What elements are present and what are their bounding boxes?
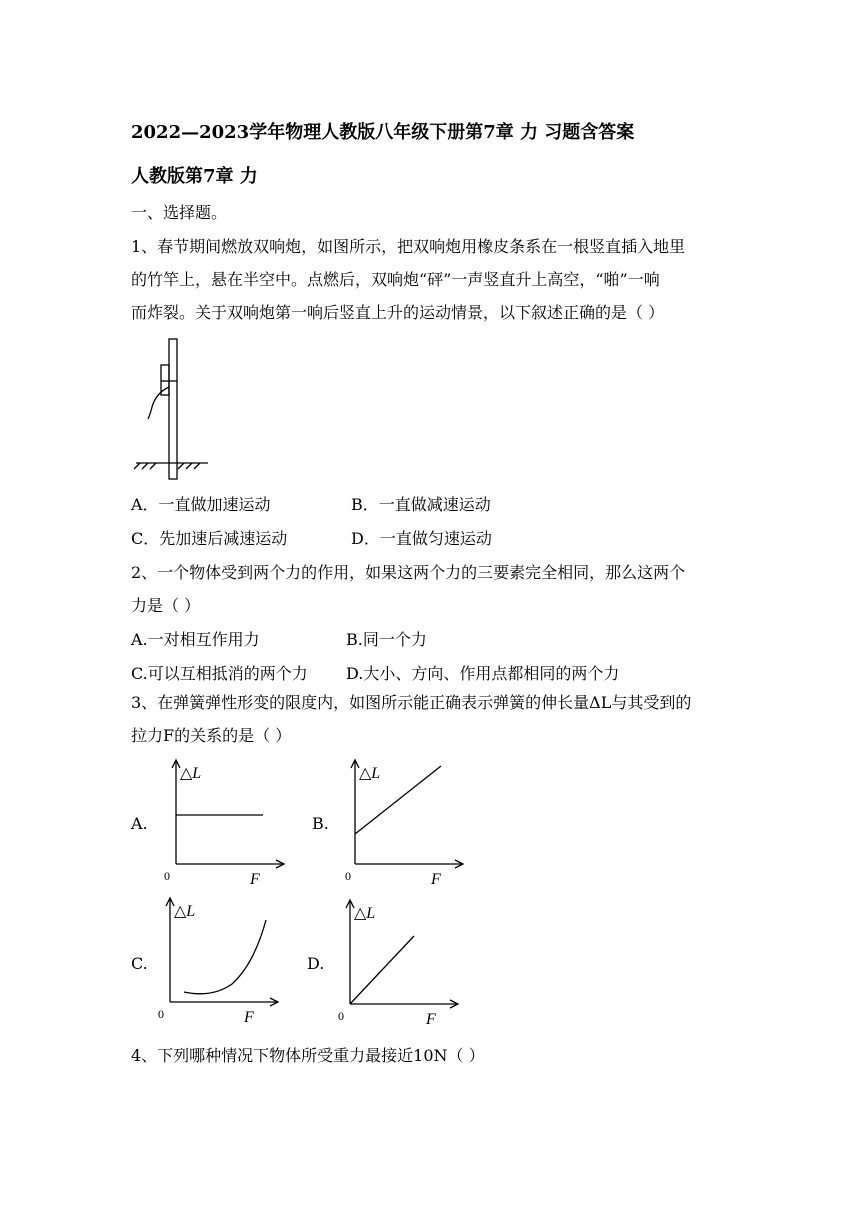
- origin-label: 0: [158, 1007, 164, 1021]
- question-text-line: 的竹竿上，悬在半空中。点燃后，双响炮“砰”一声竖直升上高空，“啪”一响: [131, 270, 660, 289]
- y-axis-label: △L: [359, 765, 381, 782]
- document-title: 2022—2023学年物理人教版八年级下册第7章 力 习题含答案: [131, 122, 635, 143]
- section-heading: 一、选择题。: [131, 203, 228, 222]
- question-text-line: 4、下列哪种情况下物体所受重力最接近10N（ ）: [131, 1046, 485, 1065]
- option-b-label: B.: [312, 814, 329, 833]
- x-axis-label: F: [244, 1009, 254, 1026]
- question-text-line: 2、一个物体受到两个力的作用，如果这两个力的三要素完全相同，那么这两个: [131, 563, 686, 582]
- option-d: D．一直做匀速运动: [351, 529, 492, 548]
- question-text-line: 3、在弹簧弹性形变的限度内，如图所示能正确表示弹簧的伸长量ΔL与其受到的: [131, 693, 692, 712]
- origin-label: 0: [345, 869, 351, 883]
- y-axis-label: △L: [174, 903, 196, 920]
- question-text-line: 1、春节期间燃放双响炮，如图所示，把双响炮用橡皮条系在一根竖直插入地里: [131, 237, 686, 256]
- option-b: B．一直做减速运动: [351, 495, 491, 514]
- x-axis-label: F: [426, 1011, 436, 1028]
- graph-b: [339, 758, 469, 888]
- graph-d: [334, 898, 464, 1028]
- chapter-heading: 人教版第7章 力: [131, 166, 258, 187]
- question-text-line: 拉力F的关系的是（ ）: [131, 726, 292, 745]
- y-axis-label: △L: [354, 905, 376, 922]
- option-a-label: A.: [131, 814, 148, 833]
- option-c-label: C.: [131, 954, 148, 973]
- origin-label: 0: [164, 869, 170, 883]
- y-axis-label: △L: [180, 765, 202, 782]
- option-c: C.可以互相抵消的两个力: [131, 664, 308, 683]
- x-axis-label: F: [250, 871, 260, 888]
- option-d-label: D.: [307, 954, 325, 973]
- bamboo-pole: [169, 339, 177, 479]
- graph-curve: [184, 920, 266, 994]
- graph-a: [160, 758, 290, 888]
- option-c: C．先加速后减速运动: [131, 529, 288, 548]
- question-text-line: 而炸裂。关于双响炮第一响后竖直上升的运动情景，以下叙述正确的是（ ）: [131, 303, 665, 322]
- question-text-line: 力是（ ）: [131, 596, 201, 615]
- x-axis-label: F: [431, 871, 441, 888]
- option-a: A．一直做加速运动: [131, 495, 271, 514]
- graph-c: [154, 896, 284, 1026]
- option-b: B.同一个力: [346, 630, 427, 649]
- fuse: [148, 387, 169, 419]
- graph-line: [350, 936, 414, 1004]
- firecracker-pole-figure: [128, 335, 218, 485]
- option-d: D.大小、方向、作用点都相同的两个力: [346, 664, 620, 683]
- origin-label: 0: [338, 1009, 344, 1023]
- option-a: A.一对相互作用力: [131, 630, 260, 649]
